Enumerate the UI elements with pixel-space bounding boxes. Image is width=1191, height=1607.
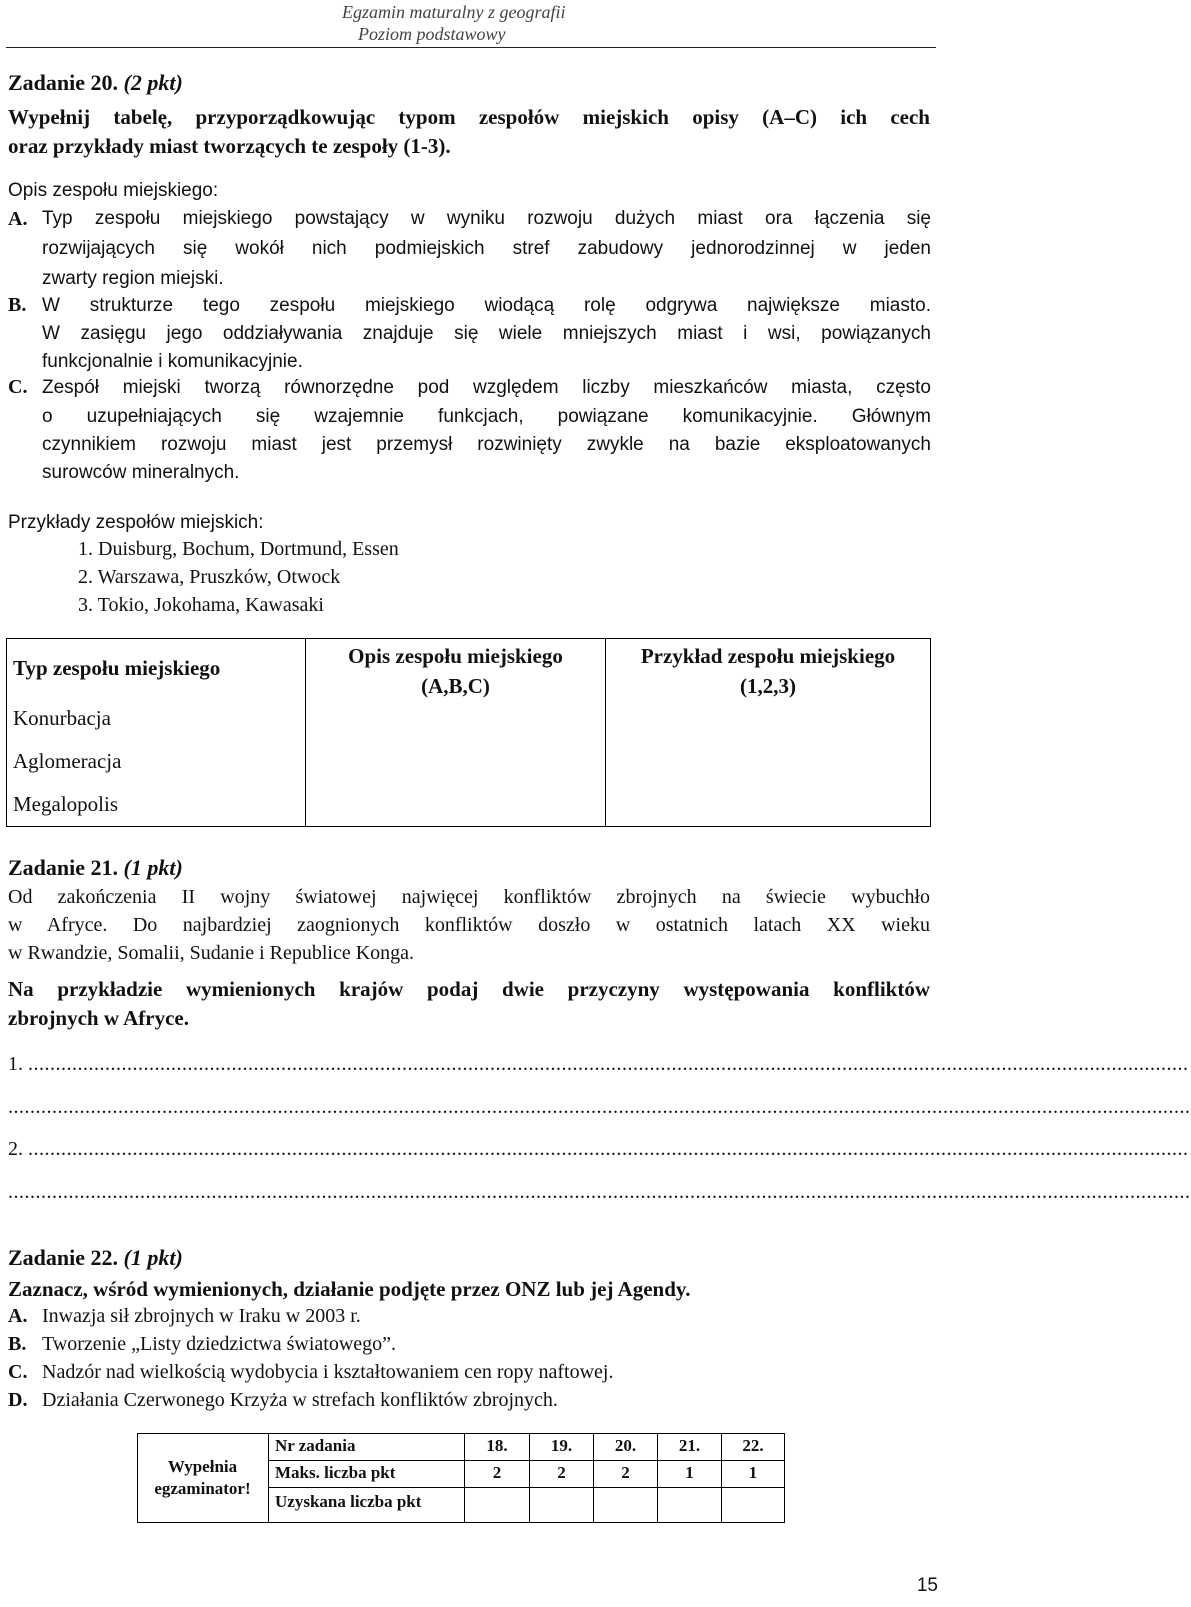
- max-points-20: 2: [621, 1463, 630, 1482]
- task-number-18: 18.: [486, 1436, 508, 1455]
- option-b-text: Tworzenie „Listy dziedzictwa światowego”.: [42, 1333, 397, 1355]
- task21-number: Zadanie 21.: [8, 855, 119, 880]
- task-number-22: 22.: [742, 1436, 764, 1455]
- option-c-text: Nadzór nad wielkością wydobycia i kształtowaniem cen ropy naftowej.: [42, 1361, 614, 1383]
- score-row-max-points-label: Maks. liczba pkt: [275, 1463, 396, 1482]
- task21-points: (1 pkt): [123, 855, 183, 880]
- table-header-description-line2: (A,B,C): [421, 674, 490, 698]
- example-3: 3. Tokio, Jokohama, Kawasaki: [78, 594, 324, 616]
- task20-number: Zadanie 20.: [8, 70, 119, 95]
- answer1-line2[interactable]: .......................................................................................................................................................................................................................: [8, 1096, 1191, 1118]
- table-header-type: Typ zespołu miejskiego: [13, 656, 221, 680]
- task21-instruction-line1: Na przykładzie wymienionych krajów podaj dwie przyczyny występowania konfliktów: [8, 977, 930, 1001]
- max-points-18: 2: [492, 1463, 502, 1482]
- task-number-21: 21.: [678, 1436, 701, 1455]
- description-b-line1: W strukturze tego zespołu miejskiego wiodącą rolę odgrywa największe miasto.: [42, 295, 931, 316]
- table-row-konurbacja: Konurbacja: [13, 706, 111, 730]
- score-row-task-number-label: Nr zadania: [275, 1436, 356, 1455]
- table-header-description: [306, 641, 605, 701]
- answer1-line1[interactable]: ...................................................................................................................................................................................................................: [28, 1053, 1189, 1075]
- obtained-points-22[interactable]: [722, 1488, 784, 1522]
- table-header-example-line2: (1,2,3): [740, 674, 796, 698]
- answer2-label: 2.: [8, 1138, 23, 1160]
- task20-instruction-line2: oraz przykłady miast tworzących te zespoły (1-3).: [8, 134, 451, 158]
- option-d-label: D.: [8, 1389, 28, 1411]
- answer2-line1[interactable]: ...................................................................................................................................................................................................................: [28, 1138, 1189, 1160]
- obtained-points-21[interactable]: [658, 1488, 721, 1522]
- task21-title: [8, 855, 183, 881]
- description-a-line3: zwarty region miejski.: [42, 268, 224, 289]
- task21-text-line2: w Afryce. Do najbardziej zaognionych konfliktów doszło w ostatnich latach XX wieku: [8, 914, 930, 936]
- option-b-label: B.: [8, 1333, 27, 1355]
- task21-text-line3: w Rwandzie, Somalii, Sudanie i Republice Konga.: [8, 942, 415, 964]
- description-c-label: C.: [8, 376, 28, 398]
- task-number-20: 20.: [614, 1436, 637, 1455]
- max-points-22: 1: [748, 1463, 758, 1482]
- header-level: Poziom podstawowy: [358, 24, 506, 44]
- description-c-line3: czynnikiem rozwoju miast jest przemysł rozwinięty zwykle na bazie eksploatowanych: [42, 434, 931, 455]
- description-b-label: B.: [8, 294, 27, 316]
- task20-instruction-line1: Wypełnij tabelę, przyporządkowując typom zespołów miejskich opisy (A–C) ich cech: [8, 105, 930, 129]
- score-fill-label-line2: egzaminator!: [154, 1479, 251, 1498]
- score-fill-label-line1: Wypełnia: [167, 1457, 238, 1476]
- obtained-points-20[interactable]: [594, 1488, 657, 1522]
- example-1: 1. Duisburg, Bochum, Dortmund, Essen: [78, 538, 399, 560]
- task21-text-line1: Od zakończenia II wojny światowej najwięcej konfliktów zbrojnych na świecie wybuchło: [8, 886, 930, 908]
- description-b-line2: W zasięgu jego oddziaływania znajduje się wiele mniejszych miast i wsi, powiązanych: [42, 323, 931, 344]
- description-a-line2: rozwijających się wokół nich podmiejskich stref zabudowy jednorodzinnej w jeden: [42, 238, 931, 259]
- obtained-points-18[interactable]: [465, 1488, 529, 1522]
- score-row-obtained-label: Uzyskana liczba pkt: [275, 1492, 422, 1511]
- task22-instruction: Zaznacz, wśród wymienionych, działanie podjęte przez ONZ lub jej Agendy.: [8, 1277, 691, 1301]
- task-number-19: 19.: [550, 1436, 573, 1455]
- description-a-label: A.: [8, 208, 28, 230]
- option-a-text: Inwazja sił zbrojnych w Iraku w 2003 r.: [42, 1305, 361, 1327]
- answer2-line2[interactable]: .......................................................................................................................................................................................................................: [8, 1181, 1191, 1203]
- option-d-text: Działania Czerwonego Krzyża w strefach konfliktów zbrojnych.: [42, 1389, 558, 1411]
- task22-title: [8, 1245, 183, 1271]
- description-a-line1: Typ zespołu miejskiego powstający w wyniku rozwoju dużych miast ora łączenia się: [42, 208, 931, 229]
- description-c-line2: o uzupełniających się wzajemnie funkcjach, powiązane komunikacyjnie. Głównym: [42, 406, 931, 427]
- table-row-aglomeracja: Aglomeracja: [13, 749, 122, 773]
- task22-number: Zadanie 22.: [8, 1245, 119, 1270]
- table-header-example: [606, 641, 930, 701]
- max-points-19: 2: [557, 1463, 566, 1482]
- task22-points: (1 pkt): [123, 1245, 183, 1270]
- max-points-21: 1: [685, 1463, 694, 1482]
- header-exam-title: Egzamin maturalny z geografii: [342, 2, 566, 22]
- header-divider: [6, 47, 936, 48]
- task21-instruction-line2: zbrojnych w Afryce.: [8, 1006, 189, 1030]
- table-row-megalopolis: Megalopolis: [13, 792, 118, 816]
- option-a-label: A.: [8, 1305, 28, 1327]
- example-2: 2. Warszawa, Pruszków, Otwock: [78, 566, 341, 588]
- examples-heading: Przykłady zespołów miejskich:: [8, 512, 264, 533]
- score-table: [137, 1433, 785, 1523]
- assignment-table: [6, 638, 931, 827]
- obtained-points-19[interactable]: [530, 1488, 593, 1522]
- page-number: 15: [916, 1575, 938, 1596]
- task20-points: (2 pkt): [123, 70, 183, 95]
- score-fill-label: [137, 1456, 268, 1500]
- table-header-description-line1: Opis zespołu miejskiego: [348, 644, 563, 668]
- table-header-example-line1: Przykład zespołu miejskiego: [640, 644, 896, 668]
- description-c-line1: Zespół miejski tworzą równorzędne pod względem liczby mieszkańców miasta, często: [42, 377, 931, 398]
- answer1-label: 1.: [8, 1053, 23, 1075]
- description-c-line4: surowców mineralnych.: [42, 462, 240, 483]
- task20-title: [8, 70, 183, 96]
- option-c-label: C.: [8, 1361, 28, 1383]
- description-heading: Opis zespołu miejskiego:: [8, 180, 219, 201]
- description-b-line3: funkcjonalnie i komunikacyjnie.: [42, 351, 303, 372]
